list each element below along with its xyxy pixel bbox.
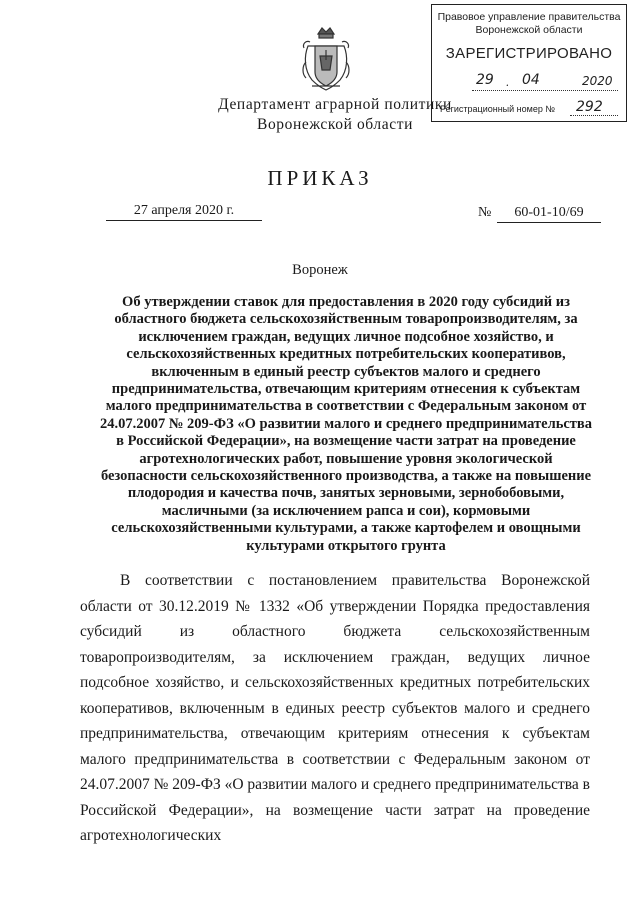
document-type: ПРИКАЗ — [267, 166, 373, 190]
order-number: 60-01-10/69 — [497, 205, 601, 223]
stamp-date: 29 . 04 2020 — [472, 75, 618, 91]
body-paragraph: В соответствии с постановлением правительства Воронежской области от 30.12.2019 № 1332 «Об утверждении Порядка предоставления субсидий из областного бюджета сельскохозяйственным товаропроизводителям, за исключением граждан, ведущих личное подсобное хозяйство, и сельскохозяйственных кредитных потребительских кооперативов, включенным в единых реестр субъектов малого и среднего предпринимательства, отвечающим критериям отнесения к субъектам малого предпринимательства в соответствии с Федеральным законом от 24.07.2007 № 209-ФЗ «О развитии малого и среднего предпринимательства в Российской Федерации», на возмещение части затрат на проведение агротехнологических — [80, 572, 590, 844]
stamp-date-month: 04 — [522, 72, 540, 88]
department-name-line1: Департамент аграрной политики — [218, 96, 452, 113]
stamp-status: ЗАРЕГИСТРИРОВАНО — [445, 45, 613, 62]
stamp-date-year: 2020 — [582, 74, 613, 88]
stamp-reg-number-field — [570, 99, 618, 116]
order-date: 27 апреля 2020 г. — [106, 203, 262, 221]
order-number-sign: № — [478, 205, 492, 220]
coat-of-arms-icon — [300, 26, 352, 94]
stamp-date-day: 29 — [476, 72, 494, 88]
stamp-organization-line2: Воронежской области — [475, 24, 583, 36]
department-name-line2: Воронежской области — [257, 116, 413, 133]
stamp-organization-line1: Правовое управление правительства — [437, 11, 621, 23]
city-name: Воронеж — [292, 262, 348, 278]
order-heading: Об утверждении ставок для предоставления в 2020 году субсидий из областного бюджета сельскохозяйственным товаропроизводителям, за исключением граждан, ведущих личное подсобное хозяйство, и сельскохозяйственных кредитных потребительских кооперативов, включенным в единый реестр субъектов малого и среднего предпринимательства, отвечающим критериям отнесения к субъектам малого предпринимательства в соответствии с Федеральным законом от 24.07.2007 № 209-ФЗ «О развитии малого и среднего предпринимательства в Российской Федерации», на возмещение части затрат на проведение агротехнологических работ, повышение уровня экологической безопасности сельскохозяйственного производства, а также на повышение плодородия и качества почв, занятых зерновыми, зернобобовыми, масличными (за исключением рапса и сои), кормовыми сельскохозяйственными культурами, а также картофелем и овощными культурами открытого грунта — [99, 294, 593, 554]
stamp-reg-label: Регистрационный номер № — [440, 104, 556, 114]
stamp-reg-number: 292 — [576, 99, 603, 115]
